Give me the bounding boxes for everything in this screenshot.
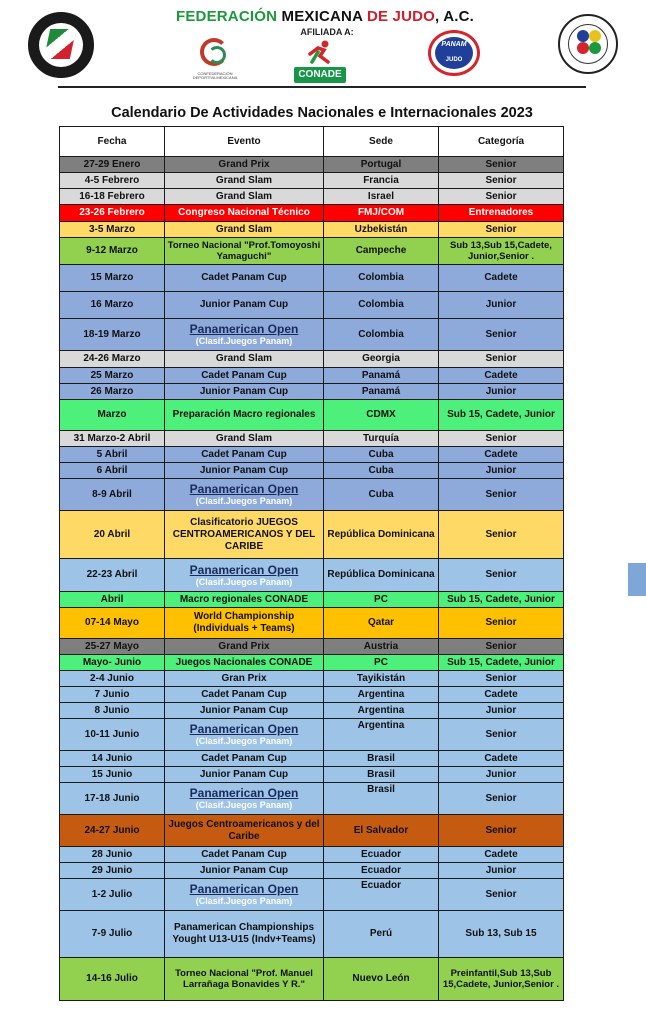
- evento-cell: [165, 592, 324, 608]
- categoria-cell: Junior: [439, 767, 564, 783]
- fecha-cell: 2-4 Junio: [59, 671, 165, 687]
- panam-judo-logo: PANAM JUDO: [428, 30, 480, 76]
- evento-text: Cadet Panam Cup: [201, 272, 287, 283]
- categoria-cell: Sub 13,Sub 15,Cadete, Junior,Senior .: [439, 238, 564, 265]
- fecha-cell: Marzo: [59, 400, 165, 431]
- categoria-cell: Senior: [439, 189, 564, 205]
- fecha-cell: 14-16 Julio: [59, 958, 165, 1001]
- categoria-cell: Junior: [439, 292, 564, 319]
- table-header-row: [59, 126, 564, 157]
- evento-text: Congreso Nacional Técnico: [178, 207, 310, 218]
- evento-subtitle: (Clasif.Juegos Panam): [195, 800, 293, 810]
- fecha-cell: 07-14 Mayo: [59, 608, 165, 639]
- evento-text: Cadet Panam Cup: [201, 848, 287, 860]
- table-row: [59, 847, 564, 863]
- evento-cell: [165, 911, 324, 958]
- categoria-cell: Junior: [439, 463, 564, 479]
- table-row: [59, 292, 564, 319]
- sede-cell: Nuevo León: [324, 958, 439, 1001]
- sede-cell: Tayikistán: [324, 671, 439, 687]
- sede-cell: Colombia: [324, 292, 439, 319]
- fecha-cell: 14 Junio: [59, 751, 165, 767]
- evento-text: Gran Prix: [221, 672, 267, 684]
- evento-cell: [165, 222, 324, 238]
- sede-cell: FMJ/COM: [324, 205, 439, 222]
- sede-cell: El Salvador: [324, 815, 439, 847]
- fecha-cell: 3-5 Marzo: [59, 222, 165, 238]
- table-row: [59, 400, 564, 431]
- evento-text: Cadet Panam Cup: [201, 369, 287, 381]
- table-row: [59, 463, 564, 479]
- evento-text: Grand Slam: [215, 432, 273, 444]
- evento-cell: [165, 238, 324, 265]
- categoria-cell: Sub 13, Sub 15: [439, 911, 564, 958]
- evento-cell: [165, 205, 324, 222]
- evento-cell: [165, 351, 324, 368]
- conade-logo: CONADE: [294, 40, 346, 84]
- fecha-cell: 24-26 Marzo: [59, 351, 165, 368]
- fecha-cell: 15 Marzo: [59, 265, 165, 292]
- fecha-cell: 15 Junio: [59, 767, 165, 783]
- categoria-cell: Senior: [439, 173, 564, 189]
- evento-text: Cadet Panam Cup: [201, 688, 287, 700]
- evento-title: Panamerican Open: [189, 482, 299, 496]
- categoria-cell: Senior: [439, 671, 564, 687]
- ijf-logo: [558, 14, 618, 74]
- evento-cell: [165, 608, 324, 639]
- evento-text: Macro regionales CONADE: [179, 593, 309, 605]
- evento-subtitle: (Clasif.Juegos Panam): [195, 736, 293, 746]
- table-row: [59, 189, 564, 205]
- evento-cell: [165, 559, 324, 592]
- categoria-cell: Senior: [439, 351, 564, 368]
- categoria-cell: Cadete: [439, 687, 564, 703]
- categoria-cell: Preinfantil,Sub 13,Sub 15,Cadete, Junior,Senior .: [439, 958, 564, 1001]
- evento-text: Panamerican Championships Yought U13-U15 (Indv+Teams): [172, 922, 316, 945]
- categoria-cell: Entrenadores: [439, 205, 564, 222]
- evento-cell: [165, 863, 324, 879]
- table-row: [59, 205, 564, 222]
- evento-text: Grand Slam: [215, 174, 273, 186]
- evento-text: Cadet Panam Cup: [201, 448, 287, 460]
- evento-cell: [165, 292, 324, 319]
- evento-cell: [165, 384, 324, 400]
- table-row: [59, 751, 564, 767]
- sede-cell: Panamá: [324, 368, 439, 384]
- categoria-cell: Senior: [439, 815, 564, 847]
- table-row: [59, 879, 564, 911]
- fecha-cell: 7 Junio: [59, 687, 165, 703]
- fecha-cell: 29 Junio: [59, 863, 165, 879]
- sede-cell: Ecuador: [324, 847, 439, 863]
- evento-text: Clasificatorio JUEGOS CENTROAMERICANOS Y DEL CARIBE: [172, 516, 316, 552]
- evento-cell: [165, 265, 324, 292]
- evento-text: Junior Panam Cup: [199, 704, 289, 716]
- evento-text: Torneo Nacional "Prof. Manuel Larrañaga Bonavides Y R.": [175, 968, 313, 990]
- evento-subtitle: (Clasif.Juegos Panam): [195, 576, 293, 587]
- sede-cell: República Dominicana: [324, 559, 439, 592]
- header-fecha: Fecha: [59, 126, 165, 157]
- categoria-cell: Cadete: [439, 447, 564, 463]
- fecha-cell: 18-19 Marzo: [59, 319, 165, 351]
- evento-cell: [165, 719, 324, 751]
- categoria-cell: Senior: [439, 879, 564, 911]
- fecha-cell: 8 Junio: [59, 703, 165, 719]
- table-row: [59, 911, 564, 958]
- cdm-logo-text: CONFEDERACIÓN DEPORTIVA MEXICANA: [192, 71, 238, 80]
- categoria-cell: Senior: [439, 157, 564, 173]
- sede-cell: PC: [324, 592, 439, 608]
- evento-text: Preparación Macro regionales: [172, 409, 316, 420]
- fecha-cell: 25-27 Mayo: [59, 639, 165, 655]
- header-sede: Sede: [324, 126, 439, 157]
- table-row: [59, 384, 564, 400]
- fecha-cell: 16 Marzo: [59, 292, 165, 319]
- categoria-cell: Senior: [439, 639, 564, 655]
- categoria-cell: Senior: [439, 222, 564, 238]
- fecha-cell: 26 Marzo: [59, 384, 165, 400]
- evento-text: Grand Prix: [218, 640, 270, 652]
- sede-cell: Brasil: [324, 751, 439, 767]
- categoria-cell: Senior: [439, 319, 564, 351]
- fecha-cell: 5 Abril: [59, 447, 165, 463]
- table-row: [59, 431, 564, 447]
- sede-cell: Turquía: [324, 431, 439, 447]
- sede-cell: Ecuador: [324, 879, 439, 911]
- evento-cell: [165, 671, 324, 687]
- sede-cell: República Dominicana: [324, 511, 439, 559]
- fecha-cell: 20 Abril: [59, 511, 165, 559]
- evento-cell: [165, 639, 324, 655]
- evento-cell: [165, 958, 324, 1001]
- sede-cell: Brasil: [324, 783, 439, 815]
- sede-cell: Cuba: [324, 463, 439, 479]
- evento-cell: [165, 400, 324, 431]
- evento-text: Junior Panam Cup: [199, 299, 289, 310]
- table-row: [59, 559, 564, 592]
- evento-text: Juegos Nacionales CONADE: [175, 656, 313, 668]
- sede-cell: CDMX: [324, 400, 439, 431]
- evento-text: Juegos Centroamericanos y del Caribe: [168, 818, 320, 842]
- evento-cell: [165, 479, 324, 511]
- table-row: [59, 222, 564, 238]
- evento-cell: [165, 767, 324, 783]
- fecha-cell: 17-18 Junio: [59, 783, 165, 815]
- categoria-cell: Senior: [439, 783, 564, 815]
- runner-icon: [306, 40, 334, 66]
- sede-cell: Panamá: [324, 384, 439, 400]
- table-row: [59, 368, 564, 384]
- categoria-cell: Cadete: [439, 368, 564, 384]
- sede-cell: Georgia: [324, 351, 439, 368]
- sede-cell: Perú: [324, 911, 439, 958]
- evento-cell: [165, 173, 324, 189]
- evento-title: Panamerican Open: [189, 882, 299, 896]
- sede-cell: Campeche: [324, 238, 439, 265]
- table-row: [59, 815, 564, 847]
- evento-subtitle: (Clasif.Juegos Panam): [195, 496, 293, 506]
- table-row: [59, 319, 564, 351]
- evento-text: Junior Panam Cup: [199, 768, 289, 780]
- evento-cell: [165, 815, 324, 847]
- sede-cell: Colombia: [324, 319, 439, 351]
- categoria-cell: Cadete: [439, 847, 564, 863]
- table-row: [59, 703, 564, 719]
- evento-cell: [165, 447, 324, 463]
- categoria-cell: Junior: [439, 703, 564, 719]
- sede-cell: Argentina: [324, 719, 439, 751]
- fecha-cell: Mayo- Junio: [59, 655, 165, 671]
- evento-text: Torneo Nacional "Prof.Tomoyoshi Yamaguchi": [167, 240, 321, 262]
- side-scroll-tab[interactable]: [628, 563, 646, 596]
- evento-cell: [165, 157, 324, 173]
- fecha-cell: 24-27 Junio: [59, 815, 165, 847]
- evento-title: Panamerican Open: [189, 786, 299, 800]
- fecha-cell: 16-18 Febrero: [59, 189, 165, 205]
- fecha-cell: 1-2 Julio: [59, 879, 165, 911]
- evento-subtitle: (Clasif.Juegos Panam): [195, 896, 293, 906]
- evento-cell: [165, 847, 324, 863]
- sede-cell: Israel: [324, 189, 439, 205]
- sede-cell: Qatar: [324, 608, 439, 639]
- evento-cell: [165, 783, 324, 815]
- sede-cell: Cuba: [324, 479, 439, 511]
- evento-text: Junior Panam Cup: [199, 864, 289, 876]
- categoria-cell: Junior: [439, 384, 564, 400]
- evento-text: Junior Panam Cup: [199, 385, 289, 397]
- fecha-cell: 25 Marzo: [59, 368, 165, 384]
- evento-cell: [165, 879, 324, 911]
- sede-cell: Uzbekistán: [324, 222, 439, 238]
- evento-text: World Championship (Individuals + Teams): [193, 611, 295, 634]
- table-row: [59, 447, 564, 463]
- table-row: [59, 767, 564, 783]
- evento-cell: [165, 319, 324, 351]
- table-row: [59, 351, 564, 368]
- fecha-cell: 10-11 Junio: [59, 719, 165, 751]
- evento-text: Grand Slam: [215, 353, 273, 364]
- fecha-cell: 28 Junio: [59, 847, 165, 863]
- fecha-cell: 22-23 Abril: [59, 559, 165, 592]
- table-row: [59, 157, 564, 173]
- sede-cell: Cuba: [324, 447, 439, 463]
- categoria-cell: Senior: [439, 511, 564, 559]
- evento-title: Panamerican Open: [189, 322, 299, 336]
- categoria-cell: Junior: [439, 863, 564, 879]
- categoria-cell: Senior: [439, 719, 564, 751]
- fecha-cell: 4-5 Febrero: [59, 173, 165, 189]
- evento-cell: [165, 463, 324, 479]
- table-row: [59, 863, 564, 879]
- afiliada-label: AFILIADA A:: [300, 27, 354, 37]
- document-title: Calendario De Actividades Nacionales e Internacionales 2023: [111, 105, 533, 121]
- sede-cell: Francia: [324, 173, 439, 189]
- sede-cell: PC: [324, 655, 439, 671]
- sede-cell: Ecuador: [324, 863, 439, 879]
- evento-title: Panamerican Open: [189, 562, 299, 577]
- evento-cell: [165, 703, 324, 719]
- sede-cell: Austria: [324, 639, 439, 655]
- table-row: [59, 479, 564, 511]
- evento-text: Junior Panam Cup: [199, 464, 289, 476]
- categoria-cell: Senior: [439, 479, 564, 511]
- sede-cell: Brasil: [324, 767, 439, 783]
- categoria-cell: Senior: [439, 431, 564, 447]
- table-row: [59, 173, 564, 189]
- header-divider: [58, 86, 586, 88]
- fecha-cell: 27-29 Enero: [59, 157, 165, 173]
- fmj-logo: [28, 12, 94, 78]
- evento-cell: [165, 511, 324, 559]
- sede-cell: Colombia: [324, 265, 439, 292]
- table-row: [59, 655, 564, 671]
- table-row: [59, 639, 564, 655]
- fecha-cell: Abril: [59, 592, 165, 608]
- categoria-cell: Sub 15, Cadete, Junior: [439, 400, 564, 431]
- evento-subtitle: (Clasif.Juegos Panam): [195, 336, 293, 346]
- cdm-logo: [194, 38, 234, 70]
- fecha-cell: 9-12 Marzo: [59, 238, 165, 265]
- categoria-cell: Senior: [439, 559, 564, 592]
- fecha-cell: 8-9 Abril: [59, 479, 165, 511]
- table-row: [59, 958, 564, 1001]
- table-row: [59, 592, 564, 608]
- evento-text: Grand Slam: [215, 190, 273, 202]
- fecha-cell: 31 Marzo-2 Abril: [59, 431, 165, 447]
- table-row: [59, 265, 564, 292]
- categoria-cell: Sub 15, Cadete, Junior: [439, 655, 564, 671]
- evento-text: Grand Slam: [215, 223, 273, 235]
- table-row: [59, 671, 564, 687]
- header: [0, 0, 646, 92]
- evento-text: Grand Prix: [218, 158, 270, 170]
- evento-cell: [165, 751, 324, 767]
- evento-cell: [165, 687, 324, 703]
- table-row: [59, 687, 564, 703]
- categoria-cell: Cadete: [439, 265, 564, 292]
- table-row: [59, 238, 564, 265]
- sede-cell: Argentina: [324, 687, 439, 703]
- categoria-cell: Senior: [439, 608, 564, 639]
- table-row: [59, 783, 564, 815]
- header-categoria: Categoría: [439, 126, 564, 157]
- fecha-cell: 6 Abril: [59, 463, 165, 479]
- fecha-cell: 7-9 Julio: [59, 911, 165, 958]
- sede-cell: Argentina: [324, 703, 439, 719]
- table-row: [59, 511, 564, 559]
- header-evento: Evento: [165, 126, 324, 157]
- table-row: [59, 608, 564, 639]
- evento-text: Cadet Panam Cup: [201, 752, 287, 764]
- categoria-cell: Cadete: [439, 751, 564, 767]
- evento-cell: [165, 431, 324, 447]
- evento-cell: [165, 655, 324, 671]
- table-row: [59, 719, 564, 751]
- evento-title: Panamerican Open: [189, 722, 299, 736]
- federation-title: FEDERACIÓN MEXICANA DE JUDO, A.C.: [175, 8, 475, 25]
- evento-cell: [165, 189, 324, 205]
- categoria-cell: Sub 15, Cadete, Junior: [439, 592, 564, 608]
- sede-cell: Portugal: [324, 157, 439, 173]
- evento-cell: [165, 368, 324, 384]
- fecha-cell: 23-26 Febrero: [59, 205, 165, 222]
